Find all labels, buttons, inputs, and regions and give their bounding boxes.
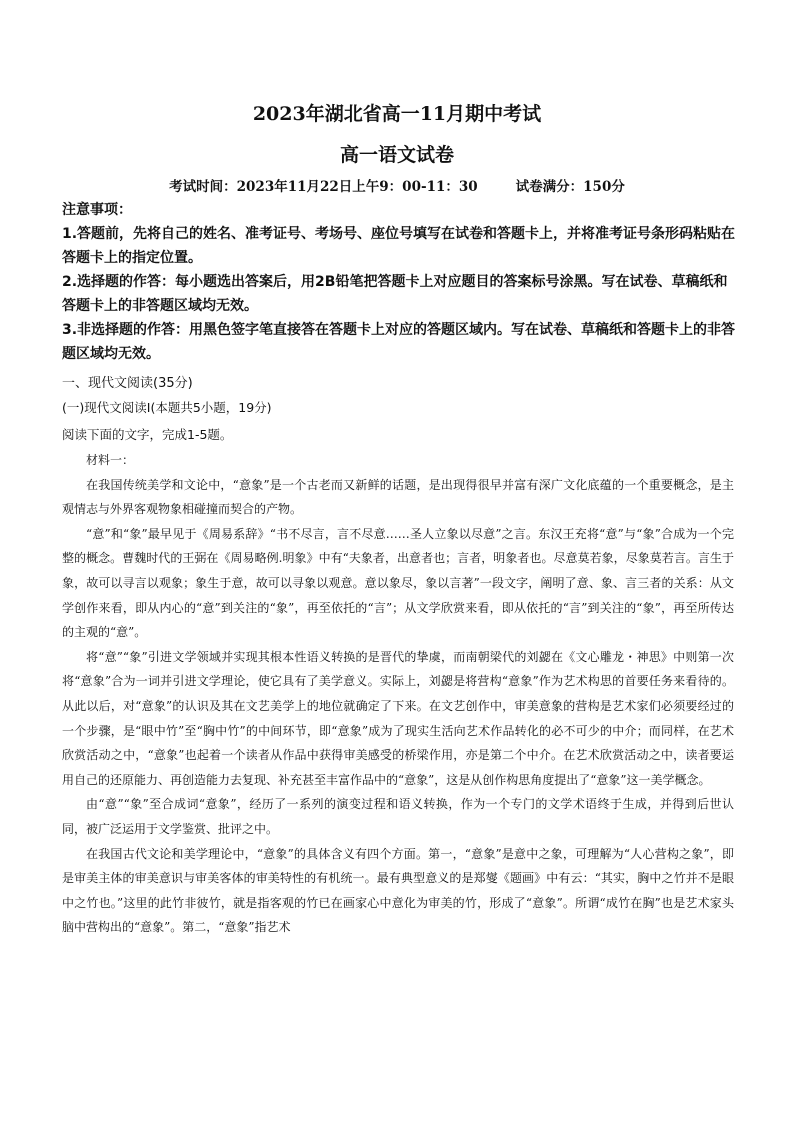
note-item: 1.答题前，先将自己的姓名、准考证号、考场号、座位号填写在试卷和答题卡上，并将准考证号条形码粘贴在答题卡上的指定位置。 [62, 226, 736, 266]
notes-list [62, 222, 736, 366]
exam-title: 2023年湖北省高一11月期中考试 [252, 103, 542, 125]
reading-material [62, 448, 734, 940]
material-label: 材料一： [86, 453, 135, 467]
note-item: 2.选择题的作答：每小题选出答案后，用2B铅笔把答题卡上对应题目的答案标号涂黑。写在试卷、草稿纸和答题卡上的非答题区域均无效。 [62, 274, 728, 314]
note-item: 3.非选择题的作答：用黑色签字笔直接答在答题卡上对应的答题区域内。写在试卷、草稿纸和答题卡上的非答题区域均无效。 [62, 322, 736, 362]
section-instruction: 阅读下面的文字，完成1-5题。 [62, 427, 233, 442]
material-paragraph: 在我国传统美学和文论中，“意象”是一个古老而又新鲜的话题，是出现得很早并富有深广文化底蕴的一个重要概念，是主观情志与外界客观物象相碰撞而契合的产物。 [62, 477, 734, 517]
material-paragraph: 由“意”“象”至合成词“意象”，经历了一系列的演变过程和语义转换，作为一个专门的文学术语终于生成，并得到后世认同，被广泛运用于文学鉴赏、批评之中。 [62, 797, 734, 836]
material-paragraph: 在我国古代文论和美学理论中，“意象”的具体含义有四个方面。第一，“意象”是意中之象，可理解为“人心营构之象”，即是审美主体的审美意识与审美客体的审美特性的有机统一。最有典型意义的是郑燮《题画》中有云：“其实，胸中之竹并不是眼中之竹也。”这里的此竹非彼竹，就是指客观的竹已在画家心中意化为审美的竹，形成了“意象”。所谓“成竹在胸”也是艺术家头脑中营构出的“意象”。第二，“意象”指艺术 [62, 846, 734, 935]
section-part-heading: 一、现代文阅读(35分) [62, 376, 193, 391]
material-paragraph: “意”和“象”最早见于《周易系辞》“书不尽言，言不尽意……圣人立象以尽意”之言。东汉王充将“意”与“象”合成为一个完整的概念。曹魏时代的王弼在《周易略例.明象》中有“夫象者，出意者也；言者，明象者也。尽意莫若象，尽象莫若言。言生于象，故可以寻言以观象；象生于意，故可以寻象以观意。意以象尽，象以言著”一段文字，阐明了意、象、言三者的关系：从文学创作来看，即从内心的“意”到关注的“象”，再至依托的“言”；从文学欣赏来看，即从依托的“言”到关注的“象”，再至所传达的主观的“意”。 [62, 526, 734, 640]
exam-time: 考试时间：2023年11月22日上午9：00-11：30 [169, 179, 478, 195]
exam-meta [0, 175, 794, 195]
exam-score: 试卷满分：150分 [515, 179, 625, 195]
material-paragraph: 将“意”“象”引进文学领域并实现其根本性语义转换的是晋代的挚虞，而南朝梁代的刘勰在《文心雕龙・神思》中则第一次将“意象”合为一词并引进文学理论，使它具有了美学意义。实际上，刘勰是将营构“意象”作为艺术构思的首要任务来看待的。从此以后，对“意象”的认识及其在文艺美学上的地位就确定了下来。在文艺创作中，审美意象的营构是艺术家们必须要经过的一个步骤，是“眼中竹”至“胸中竹”的中间环节，即“意象”成为了现实生活向艺术作品转化的必不可少的中介；而同样，在艺术欣赏活动之中，“意象”也起着一个读者从作品中获得审美感受的桥梁作用，亦是第二个中介。在艺术欣赏活动之中，读者要运用自己的还原能力、再创造能力去复现、补充甚至丰富作品中的“意象”，这是从创作构思角度提出了“意象”这一美学概念。 [62, 649, 734, 787]
section-sub-heading: (一)现代文阅读Ⅰ(本题共5小题，19分) [62, 400, 272, 415]
exam-subtitle: 高一语文试卷 [339, 144, 454, 166]
notes-heading: 注意事项： [62, 202, 132, 218]
